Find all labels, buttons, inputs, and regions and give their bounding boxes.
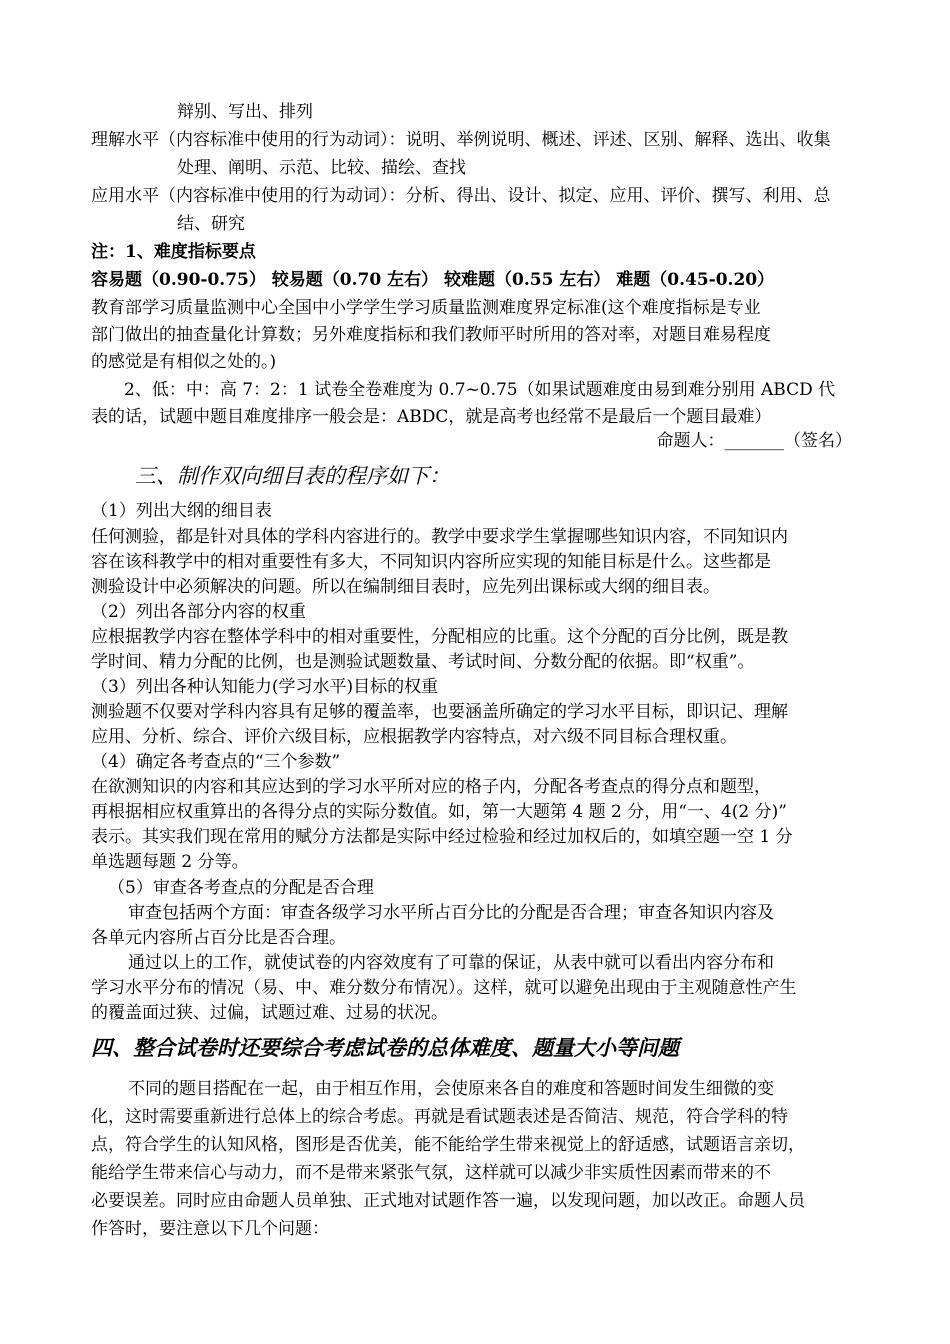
text-line: 应用水平（内容标准中使用的行为动词）：分析、得出、设计、拟定、应用、评价、撰写、利用、总 bbox=[91, 186, 831, 206]
text-line: 的感觉是有相似之处的。) bbox=[91, 352, 277, 372]
item-title: （5）审查各考查点的分配是否合理 bbox=[108, 878, 374, 898]
text-line: 结、研究 bbox=[177, 214, 245, 234]
text-line: 任何测验，都是针对具体的学科内容进行的。教学中要求学生掌握哪些知识内容，不同知识内 bbox=[91, 527, 788, 547]
text-line: 应用、分析、综合、评价六级目标，应根据教学内容特点，对六级不同目标合理权重。 bbox=[91, 727, 737, 747]
note-title: 注：1、难度指标要点 bbox=[91, 242, 256, 262]
item-title: （1）列出大纲的细目表 bbox=[91, 501, 272, 521]
text-line: 必要误差。同时应由命题人员单独、正式地对试题作答一遍，以发现问题，加以改正。命题人员 bbox=[91, 1191, 805, 1211]
signature-line bbox=[112, 428, 884, 454]
text-line: 点，符合学生的认知风格，图形是否优美，能不能给学生带来视觉上的舒适感，试题语言亲切， bbox=[91, 1135, 805, 1155]
text-line: 单选题每题 2 分等。 bbox=[91, 852, 249, 872]
text-line: 学时间、精力分配的比例，也是测验试题数量、考试时间、分数分配的依据。即“权重”。 bbox=[91, 652, 755, 672]
text-line: 应根据教学内容在整体学科中的相对重要性，分配相应的比重。这个分配的百分比例，既是教 bbox=[91, 627, 788, 647]
text-line: 的覆盖面过狭、过偏，试题过难、过易的状况。 bbox=[91, 1003, 448, 1023]
text-line: 不同的题目搭配在一起，由于相互作用，会使原来各自的难度和答题时间发生细微的变 bbox=[128, 1079, 774, 1099]
item-title: （2）列出各部分内容的权重 bbox=[91, 602, 306, 622]
text-line: 容在该科教学中的相对重要性有多大，不同知识内容所应实现的知能目标是什么。这些都是 bbox=[91, 552, 771, 572]
text-line: 处理、阐明、示范、比较、描绘、查找 bbox=[177, 158, 466, 178]
text-line: 教育部学习质量监测中心全国中小学学生学习质量监测难度界定标准(这个难度指标是专业 bbox=[91, 298, 761, 318]
text-line: 各单元内容所占百分比是否合理。 bbox=[91, 928, 346, 948]
text-line: 表的话，试题中题目难度排序一般会是：ABDC，就是高考也经常不是最后一个题目最难） bbox=[91, 407, 772, 427]
section-heading-3: 三、制作双向细目表的程序如下： bbox=[135, 464, 450, 488]
item-title: （4）确定各考查点的“三个参数” bbox=[91, 752, 341, 772]
text-line: 能给学生带来信心与动力，而不是带来紧张气氛，这样就可以减少非实质性因素而带来的不 bbox=[91, 1163, 771, 1183]
item-title: （3）列出各种认知能力(学习水平)目标的权重 bbox=[91, 677, 439, 697]
difficulty-levels: 容易题（0.90-0.75） 较易题（0.70 左右） 较难题（0.55 左右） 难题（0.45-0.20） bbox=[91, 270, 775, 290]
text-line: 测验设计中必须解决的问题。所以在编制细目表时，应先列出课标或大纲的细目表。 bbox=[91, 577, 720, 597]
section-heading-4: 四、整合试卷时还要综合考虑试卷的总体难度、题量大小等问题 bbox=[91, 1035, 679, 1060]
text-line: 再根据相应权重算出的各得分点的实际分数值。如，第一大题第 4 题 2 分，用“一、4(2 分)” bbox=[91, 802, 787, 822]
text-line: 化，这时需要重新进行总体上的综合考虑。再就是看试题表述是否简洁、规范，符合学科的特 bbox=[91, 1107, 788, 1127]
text-line: 表示。其实我们现在常用的赋分方法都是实际中经过检验和经过加权后的，如填空题一空 1 分 bbox=[91, 827, 793, 847]
text-line: 在欲测知识的内容和其应达到的学习水平所对应的格子内，分配各考查点的得分点和题型， bbox=[91, 777, 771, 797]
text-line: 通过以上的工作，就使试卷的内容效度有了可靠的保证，从表中就可以看出内容分布和 bbox=[128, 953, 774, 973]
text-line: 作答时，要注意以下几个问题： bbox=[91, 1219, 329, 1239]
text-line: 部门做出的抽查量化计算数；另外难度指标和我们教师平时所用的答对率，对题目难易程度 bbox=[91, 325, 771, 345]
text-line: 理解水平（内容标准中使用的行为动词）：说明、举例说明、概述、评述、区别、解释、选出、收集 bbox=[91, 130, 831, 150]
signature-text: 命题人：_______（签名） bbox=[656, 431, 852, 451]
text-line: 2、低：中：高 7：2：1 试卷全卷难度为 0.7~0.75（如果试题难度由易到难分别用 ABCD 代 bbox=[124, 380, 836, 400]
text-line: 辩别、写出、排列 bbox=[177, 102, 313, 122]
text-line: 审查包括两个方面：审查各级学习水平所占百分比的分配是否合理；审查各知识内容及 bbox=[128, 903, 774, 923]
text-line: 测验题不仅要对学科内容具有足够的覆盖率，也要涵盖所确定的学习水平目标，即识记、理解 bbox=[91, 702, 788, 722]
text-line: 学习水平分布的情况（易、中、难分数分布情况）。这样，就可以避免出现由于主观随意性产生 bbox=[91, 978, 797, 998]
